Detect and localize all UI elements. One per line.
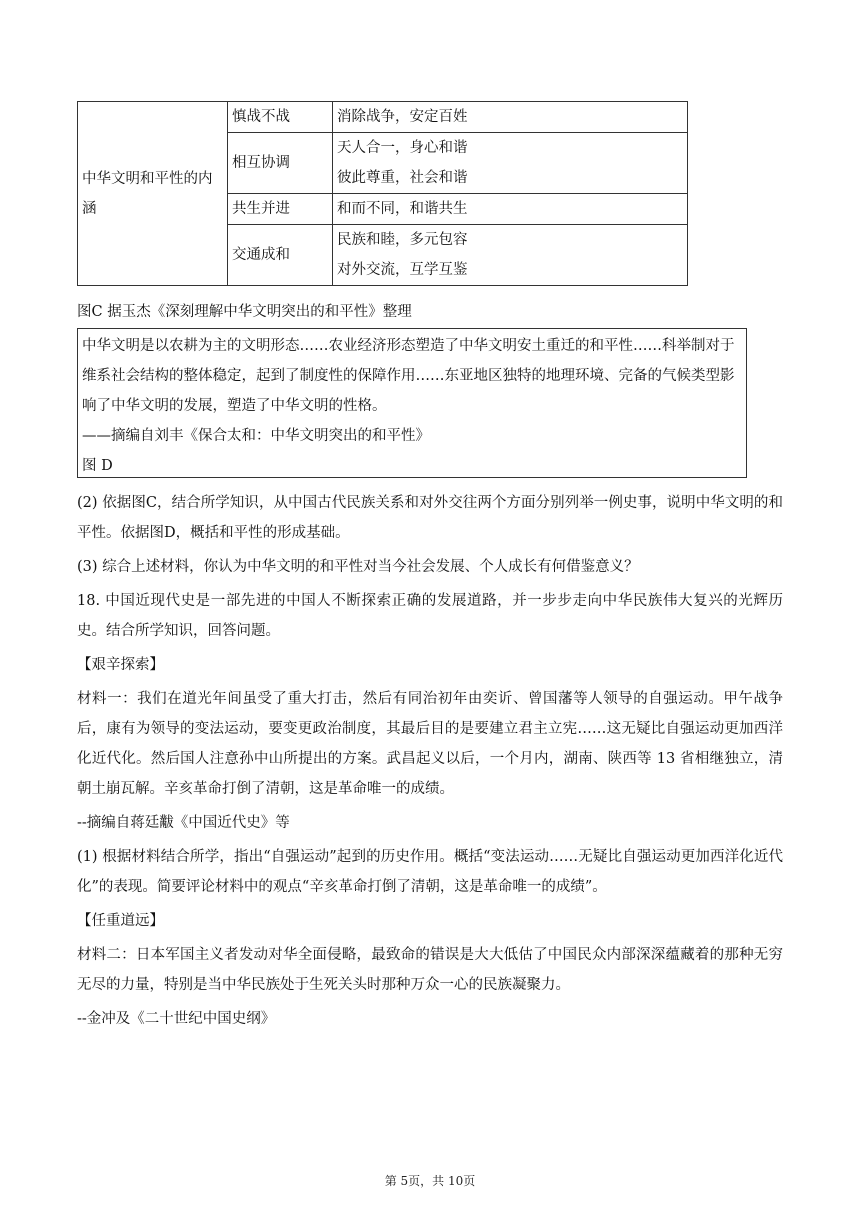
main-label-text: 中华文明和平性的内涵 (82, 170, 213, 217)
figure-c-caption: 图C 据玉杰《深刻理解中华文明突出的和平性》整理 (77, 304, 412, 320)
figure-d-source: ——摘编自刘丰《保合太和：中华文明突出的和平性》 (82, 428, 430, 444)
material-1: 材料一：我们在道光年间虽受了重大打击，然后有同治初年由奕䜣、曾国藩等人领导的自强运动。甲午战争后，康有为领导的变法运动，要变更政治制度，其最后目的是要建立君主立宪……这无疑比自强运动更加西洋化近代化。然后国人注意孙中山所提出的方案。武昌起义以后，一个月内，湖南、陕西等 13 省相继独立，清朝土崩瓦解。辛亥革命打倒了清朝，这是革命唯一的成绩。 (77, 691, 783, 797)
desc-line: 消除战争，安定百姓 (337, 109, 468, 125)
table-item: 交通成和 (228, 225, 333, 286)
question-2: (2) 依据图C，结合所学知识，从中国古代民族关系和对外交往两个方面分别列举一例史事，说明中华文明的和平性。依据图D，概括和平性的形成基础。 (77, 495, 783, 541)
figure-d-text: 中华文明是以农耕为主的文明形态……农业经济形态塑造了中华文明安土重迁的和平性……科举制对于维系社会结构的整体稳定，起到了制度性的保障作用……东亚地区独特的地理环境、完备的气候类型影响了中华文明的发展，塑造了中华文明的性格。 (82, 338, 735, 414)
table-c (77, 101, 688, 286)
section-heading: 【艰辛探索】 (77, 657, 164, 673)
page-footer: 第 5页，共 10页 (384, 1174, 476, 1188)
desc-line: 和而不同，和谐共生 (337, 201, 468, 217)
question-3: (3) 综合上述材料，你认为中华文明的和平性对当今社会发展、个人成长有何借鉴意义？ (77, 559, 639, 575)
desc-line: 对外交流，互学互鉴 (337, 262, 468, 278)
table-desc (333, 194, 688, 225)
table-item: 共生并进 (228, 194, 333, 225)
question-18-1: (1) 根据材料结合所学，指出“自强运动”起到的历史作用。概括“变法运动……无疑比自强运动更加西洋化近代化”的表现。简要评论材料中的观点“辛亥革命打倒了清朝，这是革命唯一的成绩”。 (77, 849, 783, 895)
table-item: 慎战不战 (228, 102, 333, 133)
table-desc (333, 102, 688, 133)
question-18: 18. 中国近现代史是一部先进的中国人不断探索正确的发展道路，并一步步走向中华民族伟大复兴的光辉历史。结合所学知识，回答问题。 (77, 593, 783, 639)
figure-d-box (77, 328, 747, 478)
desc-line: 天人合一，身心和谐 (337, 140, 468, 156)
table-item: 相互协调 (228, 133, 333, 194)
table-row (78, 102, 688, 133)
material-2-source: --金冲及《二十世纪中国史纲》 (77, 1011, 276, 1027)
material-2: 材料二：日本军国主义者发动对华全面侵略，最致命的错误是大大低估了中国民众内部深深蕴藏着的那种无穷无尽的力量，特别是当中华民族处于生死关头时那种万众一心的民族凝聚力。 (77, 947, 783, 993)
table-main-label (78, 102, 228, 286)
table-desc (333, 133, 688, 194)
questions-block (77, 488, 783, 1034)
desc-line: 彼此尊重，社会和谐 (337, 170, 468, 186)
section-heading: 【任重道远】 (77, 913, 164, 929)
desc-line: 民族和睦，多元包容 (337, 232, 468, 248)
figure-d-label: 图 D (82, 458, 113, 474)
material-1-source: --摘编自蒋廷黻《中国近代史》等 (77, 815, 290, 831)
table-desc (333, 225, 688, 286)
